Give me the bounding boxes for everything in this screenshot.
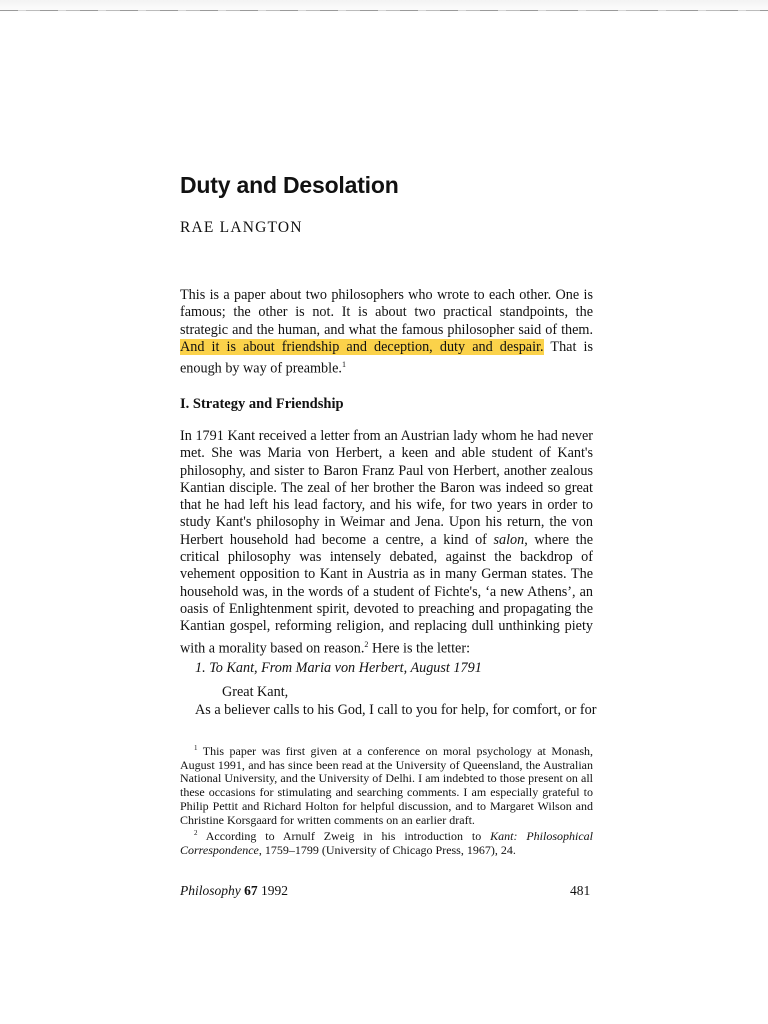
footnote-2-text: According to Arnulf Zweig in his introduction to [205, 829, 482, 844]
letter-salutation: Great Kant, [222, 684, 289, 700]
journal-year: 1992 [261, 883, 288, 898]
article-author: RAE LANGTON [180, 219, 303, 236]
article-title: Duty and Desolation [180, 172, 399, 198]
letter-heading: 1. To Kant, From Maria von Herbert, August 1791 [195, 660, 482, 676]
section-heading: I. Strategy and Friendship [180, 396, 344, 412]
footnote-2 [180, 827, 593, 857]
paragraph-text-continued: , where the critical philosophy was intensely debated, against the backdrop of vehement opposition to Kant in Austria as in many German states. The household was, in the words of a student of Fichte's, ‘a new Athens’, an oasis of Enlightenment spirit, devoted to preaching and propagating the Kantian gospel, reforming religion, and replacing dull unthinking piety with a morality based on reason. [180, 531, 593, 657]
abstract-text: This is a paper about two philosophers who wrote to each other. One is famous; the other is not. It is about two practical standpoints, the strategic and the human, and what the famous philosopher said of them. [180, 287, 593, 338]
paragraph-text: In 1791 Kant received a letter from an Austrian lady whom he had never met. She was Maria von Herbert, a keen and able student of Kant's philosophy, and sister to Baron Franz Paul von Herbert, another zealous Kantian disciple. The zeal of her brother the Baron was indeed so great that he had left his lead factory, and his wife, for two years in order to study Kant's philosophy in Weimar and Jena. Upon his return, the von Herbert household had become a centre, a kind of [180, 428, 593, 548]
scan-edge [0, 0, 768, 14]
paragraph-italic-term: salon [493, 531, 525, 548]
journal-name: Philosophy [180, 883, 241, 898]
paragraph-text-end: Here is the letter: [368, 640, 471, 657]
footnote-2-text-end: , 1759–1799 (University of Chicago Press, 1967), 24. [258, 842, 516, 857]
journal-volume: 67 [244, 883, 258, 898]
abstract-text-end: That is enough by way of preamble. [180, 338, 594, 377]
footnote-2-book-title: Kant: Philosophical Correspondence [180, 829, 594, 857]
letter-first-line: As a believer calls to his God, I call to you for help, for comfort, or for [195, 702, 597, 718]
page-number: 481 [570, 883, 591, 898]
journal-citation [180, 883, 288, 899]
scan-top-border [0, 10, 768, 11]
highlighted-sentence[interactable]: And it is about friendship and deception, duty and despair. [180, 338, 544, 355]
footnote-ref-1[interactable]: 1 [341, 360, 346, 370]
abstract-paragraph [180, 287, 593, 378]
body-paragraph [180, 428, 593, 658]
footnote-mark-2: 2 [194, 829, 198, 838]
footnote-1-text: This paper was first given at a conference on moral psychology at Monash, August 1991, and has since been read at the University of Queensland, the Australian National University, and the University of Delhi. I am indebted to those present on all these occasions for stimulating and searching comments. I am especially grateful to Philip Pettit and Richard Holton for helpful discussion, and to Margaret Wilson and Christine Korsgaard for written comments on an earlier draft. [180, 744, 593, 827]
footnote-ref-2[interactable]: 2 [364, 639, 369, 649]
footnotes-block [180, 742, 593, 858]
footnote-mark-1: 1 [194, 744, 198, 752]
footnote-1 [180, 742, 593, 827]
